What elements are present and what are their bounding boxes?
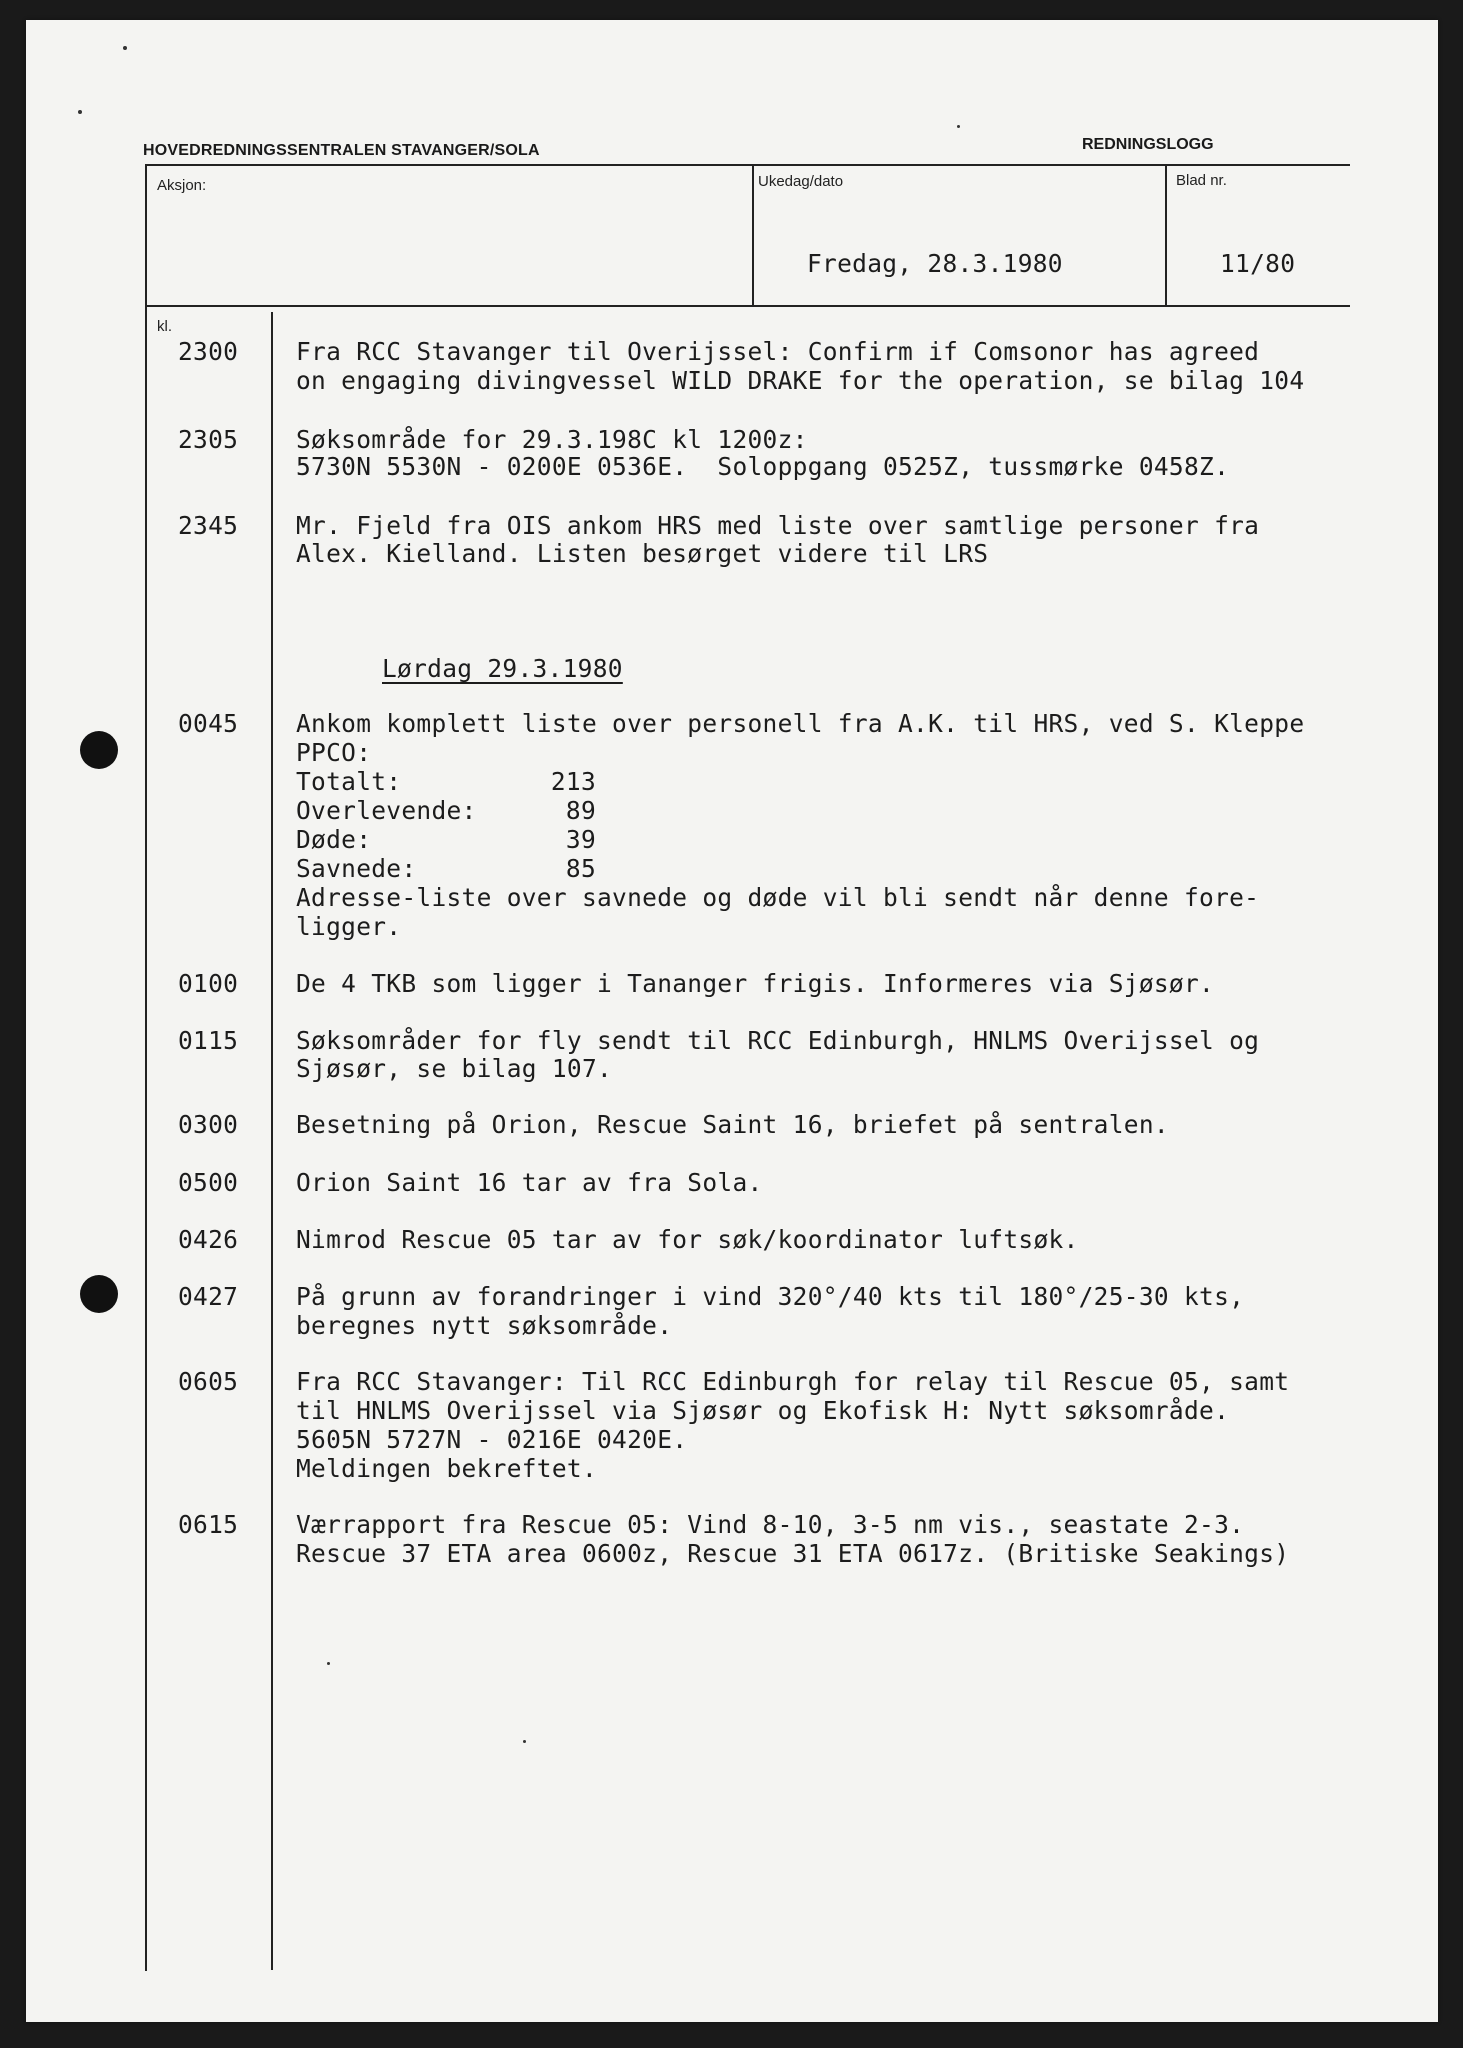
log-text: Søksområde for 29.3.198C kl 1200z:: [296, 425, 808, 454]
log-text: 5605N 5727N - 0216E 0420E.: [296, 1425, 688, 1454]
log-text: ligger.: [296, 912, 402, 941]
count-label: Totalt:: [296, 767, 402, 796]
log-text: 5730N 5530N - 0200E 0536E. Soloppgang 0525Z, tussmørke 0458Z.: [296, 452, 1230, 481]
speck: [78, 110, 82, 114]
count-label: Savnede:: [296, 854, 417, 883]
log-time: 0045: [178, 709, 239, 738]
log-text: beregnes nytt søksområde.: [296, 1311, 673, 1340]
log-time: 0500: [178, 1168, 239, 1197]
count-value: 85: [565, 854, 596, 883]
log-text: Fra RCC Stavanger: Til RCC Edinburgh for relay til Rescue 05, samt: [296, 1367, 1290, 1396]
log-text: Nimrod Rescue 05 tar av for søk/koordinator luftsøk.: [296, 1225, 1079, 1254]
form-left-border: [145, 164, 147, 1971]
count-row: [296, 825, 596, 854]
form-divider-date: [752, 164, 754, 306]
log-text: til HNLMS Overijssel via Sjøsør og Ekofisk H: Nytt søksområde.: [296, 1396, 1230, 1425]
speck: [123, 46, 127, 50]
log-text: De 4 TKB som ligger i Tananger frigis. Informeres via Sjøsør.: [296, 969, 1215, 998]
log-text: Søksområder for fly sendt til RCC Edinburgh, HNLMS Overijssel og: [296, 1026, 1260, 1055]
kl-label: kl.: [157, 318, 172, 335]
log-time: 0615: [178, 1510, 239, 1539]
log-time: 0300: [178, 1110, 239, 1139]
log-text: Orion Saint 16 tar av fra Sola.: [296, 1168, 763, 1197]
speck: [957, 125, 960, 128]
log-time: 0605: [178, 1367, 239, 1396]
log-text: Rescue 37 ETA area 0600z, Rescue 31 ETA 0617z. (Britiske Seakings): [296, 1539, 1290, 1568]
ukedag-label: Ukedag/dato: [758, 173, 844, 190]
log-text: Mr. Fjeld fra OIS ankom HRS med liste over samtlige personer fra: [296, 511, 1260, 540]
log-time: 0115: [178, 1026, 239, 1055]
document-page: [26, 20, 1438, 2022]
form-title: REDNINGSLOGG: [1082, 136, 1214, 153]
blad-label: Blad nr.: [1176, 172, 1227, 189]
count-label: Overlevende:: [296, 796, 477, 825]
log-text: Besetning på Orion, Rescue Saint 16, briefet på sentralen.: [296, 1110, 1169, 1139]
organization-name: HOVEDREDNINGSSENTRALEN STAVANGER/SOLA: [143, 142, 540, 159]
sheet-number: 11/80: [1220, 249, 1296, 278]
count-value: 213: [550, 767, 596, 796]
log-text: PPCO:: [296, 738, 372, 767]
log-text: Adresse-liste over savnede og døde vil bli sendt når denne fore-: [296, 883, 1260, 912]
count-row: [296, 796, 596, 825]
day-heading: Lørdag 29.3.1980: [382, 654, 623, 683]
punch-hole-upper: [80, 731, 118, 769]
log-time: 0427: [178, 1282, 239, 1311]
form-top-border: [145, 164, 1350, 166]
log-time: 2305: [178, 425, 239, 454]
speck: [327, 1662, 330, 1665]
count-label: Døde:: [296, 825, 372, 854]
log-text: Sjøsør, se bilag 107.: [296, 1054, 613, 1083]
log-time: 2300: [178, 337, 239, 366]
log-text: Ankom komplett liste over personell fra A.K. til HRS, ved S. Kleppe: [296, 709, 1305, 738]
log-time: 0426: [178, 1225, 239, 1254]
count-row: [296, 854, 596, 883]
personnel-counts: [296, 767, 596, 883]
log-text: Værrapport fra Rescue 05: Vind 8-10, 3-5 nm vis., seastate 2-3.: [296, 1510, 1245, 1539]
log-time: 2345: [178, 511, 239, 540]
time-column-divider: [271, 312, 273, 1970]
log-text: På grunn av forandringer i vind 320°/40 kts til 180°/25-30 kts,: [296, 1282, 1245, 1311]
form-mid-border: [145, 305, 1350, 307]
date-value: Fredag, 28.3.1980: [807, 249, 1063, 278]
form-divider-sheet: [1165, 164, 1167, 306]
punch-hole-lower: [80, 1275, 118, 1313]
log-text: Fra RCC Stavanger til Overijssel: Confirm if Comsonor has agreed: [296, 337, 1260, 366]
log-text: Meldingen bekreftet.: [296, 1454, 598, 1483]
count-value: 39: [565, 825, 596, 854]
speck: [523, 1740, 526, 1743]
log-text: Alex. Kielland. Listen besørget videre til LRS: [296, 539, 989, 568]
count-row: [296, 767, 596, 796]
count-value: 89: [565, 796, 596, 825]
aksjon-label: Aksjon:: [157, 177, 207, 194]
log-time: 0100: [178, 969, 239, 998]
log-text: on engaging divingvessel WILD DRAKE for the operation, se bilag 104: [296, 366, 1305, 395]
